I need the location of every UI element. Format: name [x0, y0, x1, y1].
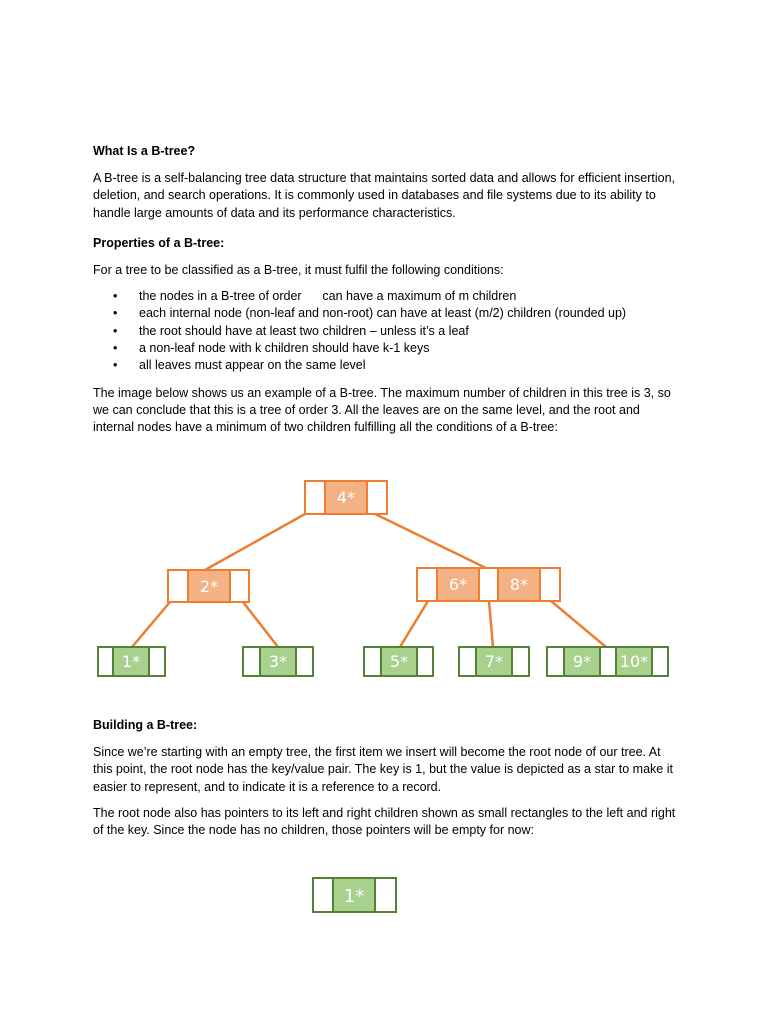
leaf-node-3 — [243, 647, 313, 676]
edge-left-leaf1 — [132, 602, 170, 647]
right-pointer — [230, 570, 249, 602]
list-item-text: a non-leaf node with k children should have k-1 keys — [139, 341, 430, 356]
right-pointer — [296, 647, 313, 676]
heading-what-is-btree: What Is a B-tree? — [93, 144, 196, 158]
internal-key: 2* — [199, 577, 219, 596]
edge-right-leaf7 — [489, 601, 493, 647]
left-pointer — [417, 568, 437, 601]
right-pointer — [540, 568, 560, 601]
edge-right-leaf9 — [551, 601, 606, 647]
left-pointer — [547, 647, 564, 676]
properties-lead: For a tree to be classified as a B-tree, it must fulfil the following conditions: — [93, 262, 504, 277]
bullet-icon: • — [113, 306, 118, 321]
heading-properties: Properties of a B-tree: — [93, 235, 225, 250]
list-item-text: each internal node (non-leaf and non-root) can have at least (m/2) children (rounded up) — [139, 306, 627, 321]
leaf-node-9-10 — [547, 647, 668, 676]
middle-pointer — [479, 568, 498, 601]
internal-key: 8* — [509, 575, 529, 594]
single-root-node — [313, 878, 396, 912]
leaf-key: 5* — [389, 652, 409, 671]
leaf-key: 3* — [268, 652, 288, 671]
left-pointer — [305, 481, 325, 514]
single-node-key: 1* — [343, 886, 365, 907]
edge-root-left — [205, 514, 305, 570]
left-pointer — [459, 647, 476, 676]
bullet-icon: • — [113, 358, 118, 373]
right-pointer — [417, 647, 433, 676]
building-section — [93, 717, 683, 848]
bullet-icon: • — [113, 289, 118, 304]
right-pointer — [652, 647, 668, 676]
left-internal-node — [168, 570, 249, 602]
right-pointer — [149, 647, 165, 676]
right-pointer — [367, 481, 387, 514]
heading-building: Building a B-tree: — [93, 718, 198, 732]
left-pointer — [98, 647, 113, 676]
leaf-key: 1* — [121, 652, 141, 671]
bullet-icon: • — [113, 341, 118, 356]
building-paragraph-1: Since we’re starting with an empty tree, the first item we insert will become the root node of our tree. At this point, the root node has the key/value pair. The key is 1, but the value is depicted as a star to make it easier to represent, and to indicate it is a reference to a record. — [93, 745, 673, 794]
left-pointer — [243, 647, 260, 676]
edge-root-right — [375, 514, 490, 570]
left-pointer — [364, 647, 381, 676]
building-paragraph-2: The root node also has pointers to its left and right children shown as small rectangles to the left and right of the key. Since the node has no children, those pointers will be empty for now: — [93, 805, 676, 838]
internal-key: 6* — [448, 575, 468, 594]
example-paragraph: The image below shows us an example of a B-tree. The maximum number of children in this tree is 3, so we can conclude that this is a tree of order 3. All the leaves are on the same level, and the root and internal nodes have a minimum of two children fulfilling all the conditions of a B-tree: — [93, 385, 671, 435]
right-internal-node — [417, 568, 560, 601]
middle-pointer — [600, 647, 616, 676]
leaf-key: 7* — [484, 652, 504, 671]
list-item-text: the root should have at least two children – unless it’s a leaf — [139, 323, 469, 338]
right-pointer — [375, 878, 396, 912]
right-pointer — [512, 647, 529, 676]
leaf-key: 9* — [572, 652, 592, 671]
left-pointer — [168, 570, 188, 602]
intro-paragraph: A B-tree is a self-balancing tree data structure that maintains sorted data and allows for efficient insertion, deletion, and search operations. It is commonly used in databases and file systems due to its ability to handle large amounts of data and its performance characteristics. — [93, 171, 676, 220]
leaf-node-1 — [98, 647, 165, 676]
root-node — [305, 481, 387, 514]
leaf-node-5 — [364, 647, 433, 676]
leaf-node-7 — [459, 647, 529, 676]
leaf-key: 10* — [619, 652, 649, 671]
edge-left-leaf3 — [243, 602, 278, 647]
list-item-text: all leaves must appear on the same level — [139, 358, 366, 373]
single-node-diagram — [0, 870, 768, 930]
edge-right-leaf5 — [400, 601, 428, 647]
list-item-text: the nodes in a B-tree of order can have a maximum of m children — [139, 289, 517, 304]
bullet-icon: • — [113, 323, 118, 338]
root-key: 4* — [336, 488, 356, 507]
left-pointer — [313, 878, 333, 912]
